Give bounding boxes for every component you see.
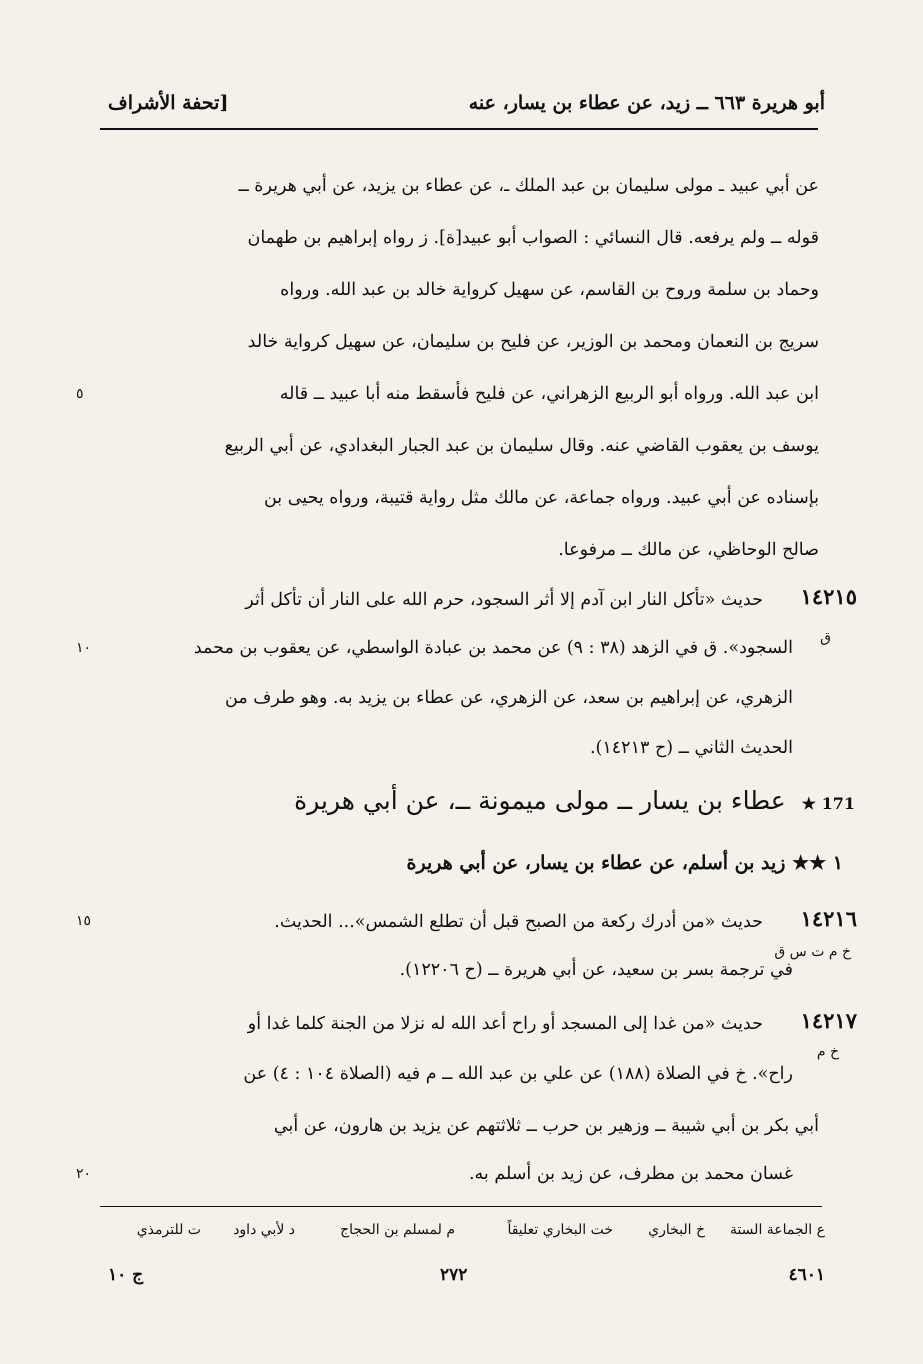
entry-line: السجود». ق في الزهد (٣٨ : ٩) عن محمد بن عبادة الواسطي، عن يعقوب بن محمد [193,638,793,658]
line-number: ٥ [76,386,84,402]
entry-line: حديث «من أدرك ركعة من الصبح قبل أن تطلع الشمس»... الحديث. [274,912,763,932]
text-line: وحماد بن سلمة وروح بن القاسم، عن سهيل كرواية خالد بن عبد الله. ورواه [280,280,819,300]
source-siglum: خ م [816,1044,839,1060]
footer-abbreviation: خ البخاري [648,1222,705,1238]
entry-line: راح». خ في الصلاة (١٨٨) عن علي بن عبد الله ــ م فيه (الصلاة ١٠٤ : ٤) عن [243,1064,793,1084]
chapter-number: 171 ★ [801,794,855,813]
text-line: ابن عبد الله. ورواه أبو الربيع الزهراني، عن فليح فأسقط منه أبا عبيد ــ قاله [279,384,819,404]
line-number: ١٠ [76,640,92,656]
header-rule [100,128,818,130]
entry-line: حديث «تأكل النار ابن آدم إلا أثر السجود، حرم الله على النار أن تأكل أثر [245,590,763,610]
text-line: صالح الوحاظي، عن مالك ــ مرفوعا. [558,540,819,560]
entry-number: ١٤٢١٦ [800,906,857,931]
entry-line: غسان محمد بن مطرف، عن زيد بن أسلم به. [468,1164,793,1184]
footer-rule [100,1206,822,1207]
chapter-title: عطاء بن يسار ــ مولى ميمونة ــ، عن أبي هريرة [294,786,786,815]
entry-line: في ترجمة بسر بن سعيد، عن أبي هريرة ــ (ح ١٢٢٠٦). [399,960,793,980]
footer-abbreviation: د لأبي داود [233,1222,295,1238]
chapter-heading [294,786,855,815]
text-line: يوسف بن يعقوب القاضي عنه. وقال سليمان بن عبد الجبار البغدادي، عن أبي الربيع [224,436,819,456]
entry-number: ١٤٢١٥ [800,584,857,609]
signature-number: ٤٦٠١ [788,1265,825,1285]
footer-abbreviation: خت البخاري تعليقاً [507,1222,613,1238]
line-number: ٢٠ [76,1166,92,1182]
footer-abbreviation: ع الجماعة الستة [729,1222,825,1238]
running-header: أبو هريرة ٦٦٣ ــ زيد، عن عطاء بن يسار، عنه [468,92,825,114]
text-line: بإسناده عن أبي عبيد. ورواه جماعة، عن مالك مثل رواية قتيبة، ورواه يحيى بن [263,488,819,508]
entry-line: حديث «من غدا إلى المسجد أو راح أعد الله له نزلا من الجنة كلما غدا أو [247,1014,763,1034]
entry-line: أبي بكر بن أبي شيبة ــ وزهير بن حرب ــ ثلاثتهم عن يزيد بن هارون، عن أبي [273,1116,819,1136]
text-line: قوله ــ ولم يرفعه. قال النسائي : الصواب أبو عبيد[ة]. ز رواه إبراهيم بن طهمان [247,228,819,248]
entry-line: الزهري، عن إبراهيم بن سعد، عن الزهري، عن عطاء بن يزيد به. وهو طرف من [225,688,793,708]
line-number: ١٥ [76,913,92,929]
text-line: عن أبي عبيد ـ مولى سليمان بن عبد الملك ـ، عن عطاء بن يزيد، عن أبي هريرة ــ [238,176,819,196]
footer-abbreviation: م لمسلم بن الحجاج [340,1222,455,1238]
text-line: سريج بن النعمان ومحمد بن الوزير، عن فليح بن سليمان، عن سهيل كرواية خالد [247,332,819,352]
source-siglum: خ م ت س ق [774,944,851,960]
source-siglum: ق [820,630,831,646]
entry-number: ١٤٢١٧ [800,1008,857,1033]
sub-heading: ١ ★★ زيد بن أسلم، عن عطاء بن يسار، عن أبي هريرة [406,852,843,874]
volume-label: ج ١٠ [108,1265,144,1285]
page-number: ٢٧٢ [440,1265,468,1285]
entry-line: الحديث الثاني ــ (ح ١٤٢١٣). [589,738,793,758]
book-title-header: [تحفة الأشراف [108,92,229,114]
footer-abbreviation: ت للترمذي [136,1222,201,1238]
